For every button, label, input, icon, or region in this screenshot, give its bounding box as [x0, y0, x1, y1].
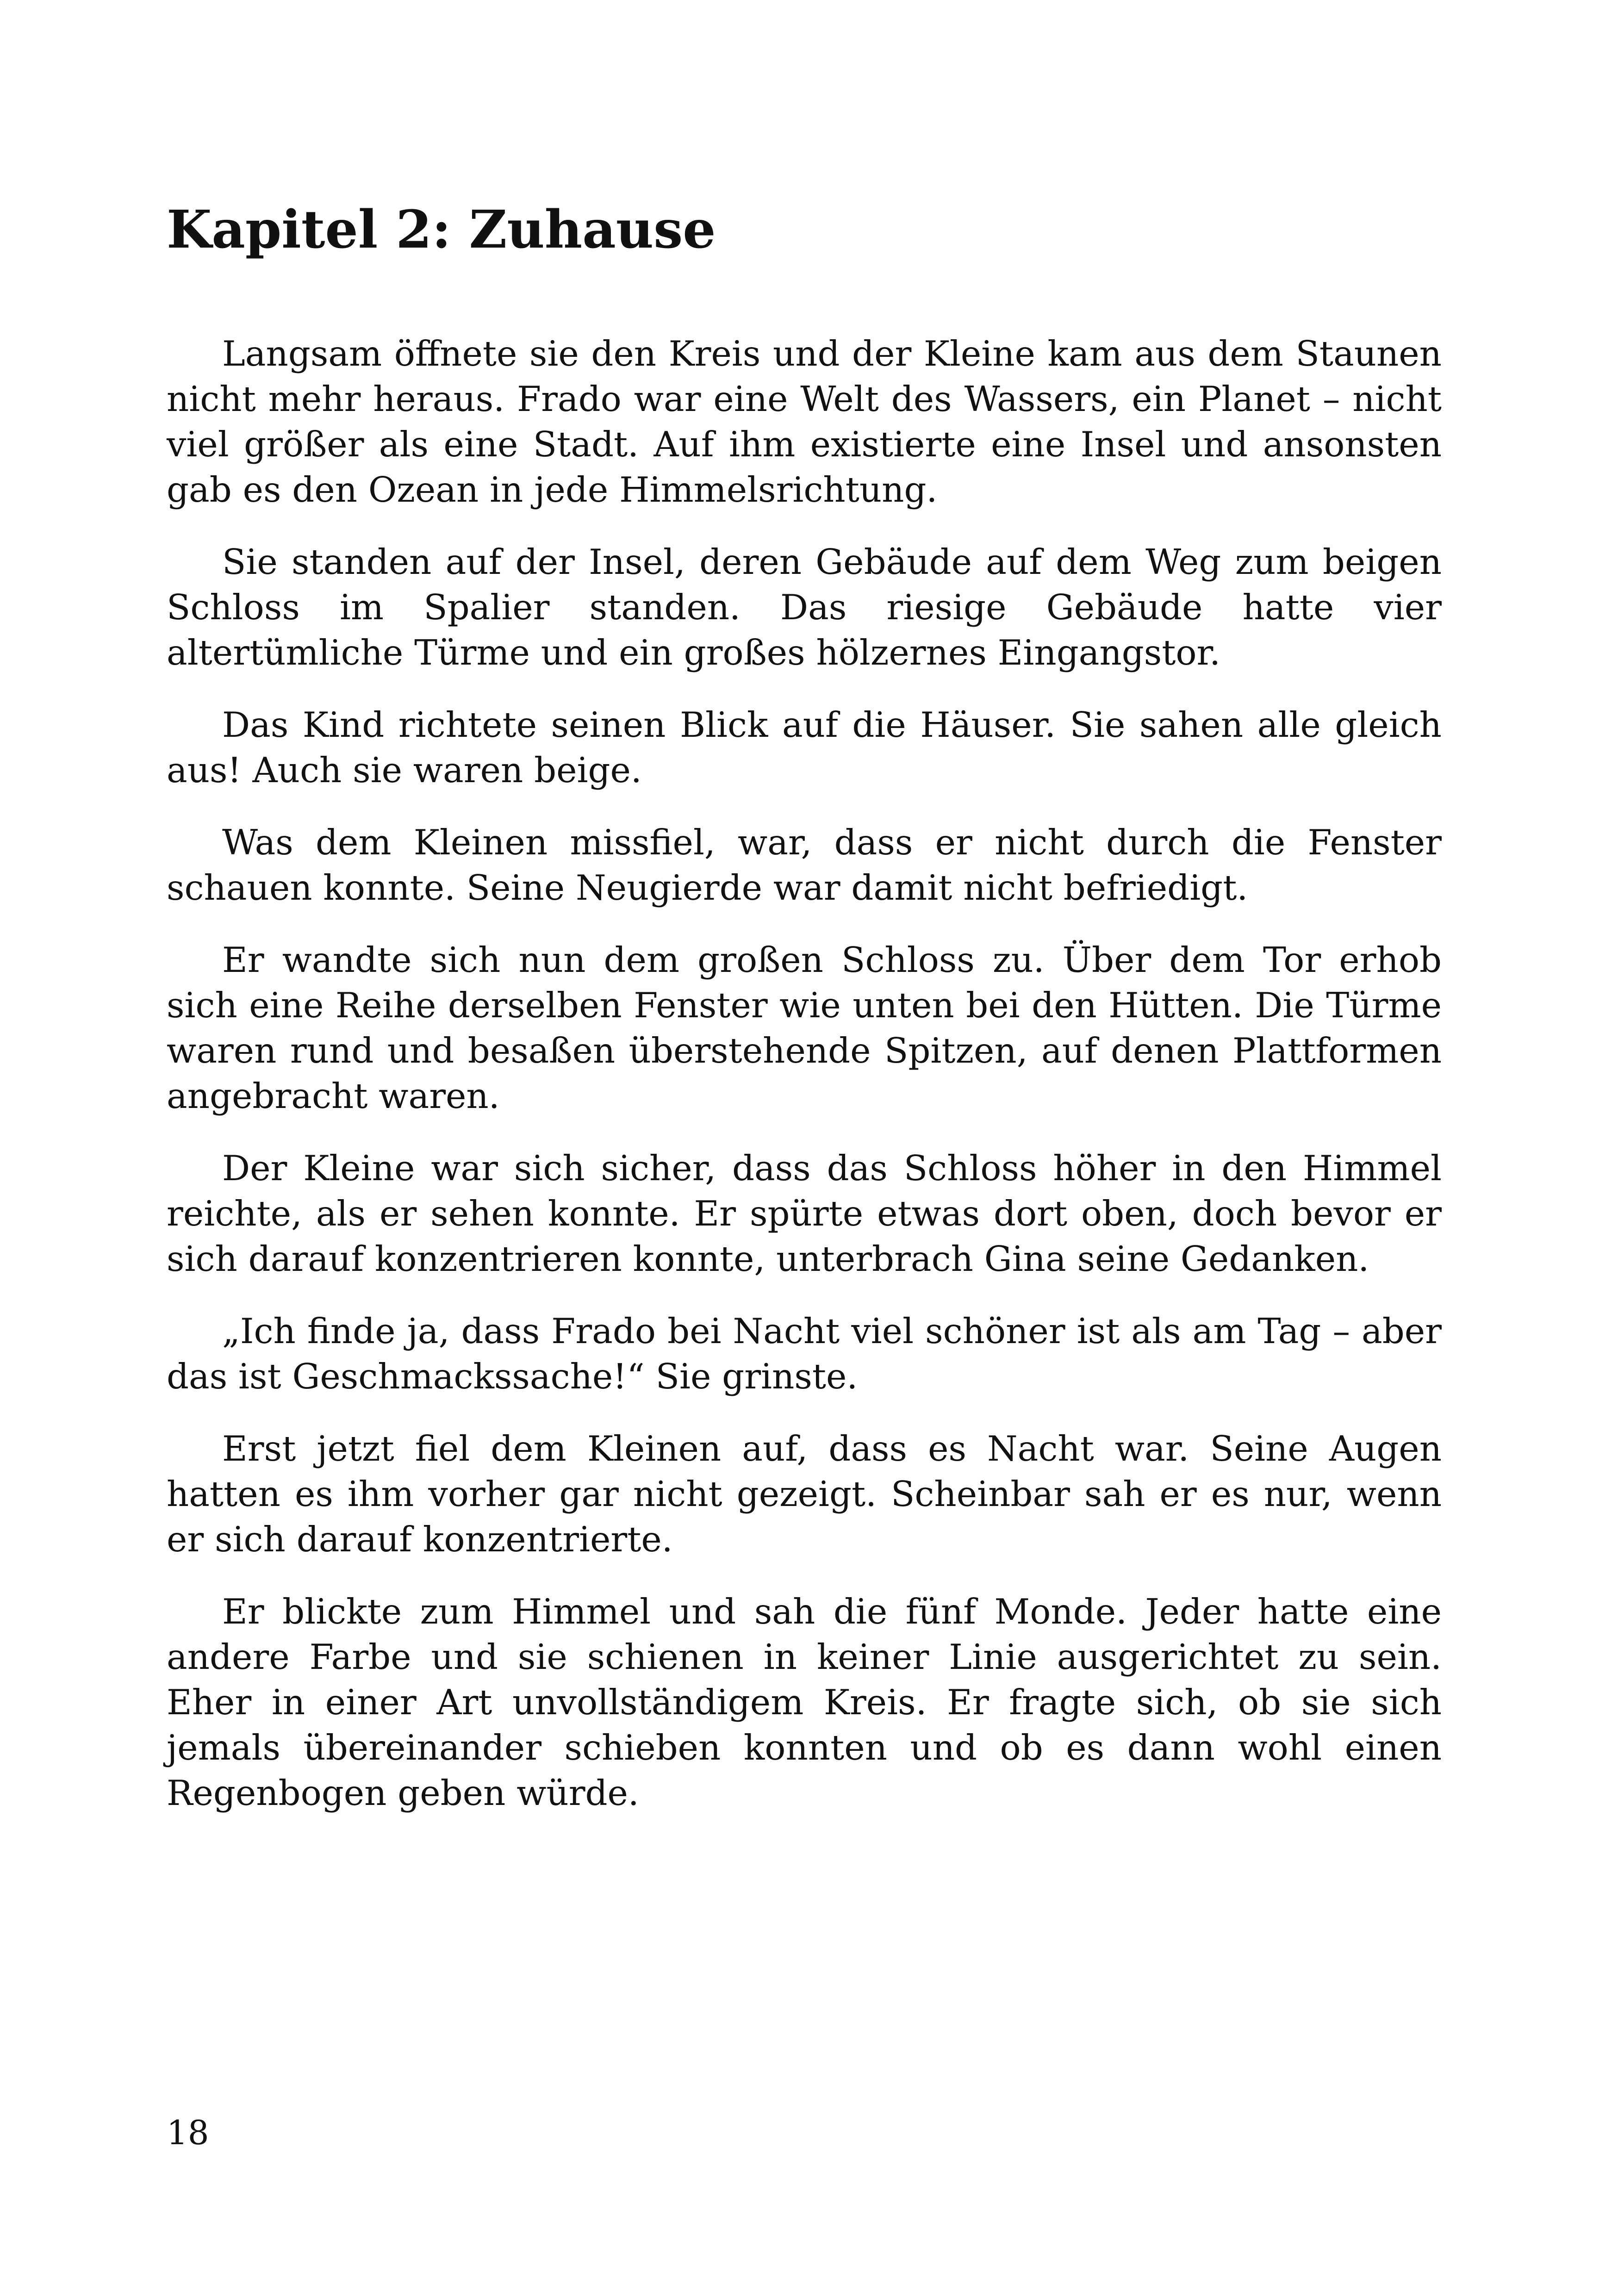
paragraph-4: Was dem Kleinen missfiel, war, dass er nicht durch die Fenster schauen konnte. Seine Neugierde war damit nicht befriedigt.	[167, 822, 1442, 908]
paragraph-2: Sie standen auf der Insel, deren Gebäude auf dem Weg zum beigen Schloss im Spalier standen. Das riesige Gebäude hatte vier altertümliche Türme und ein großes hölzernes Eingangstor.	[167, 541, 1442, 673]
paragraph-1: Langsam öffnete sie den Kreis und der Kleine kam aus dem Staunen nicht mehr heraus. Frado war eine Welt des Wassers, ein Planet – nicht viel größer als eine Stadt. Auf ihm existierte eine Insel und ansonsten gab es den Ozean in jede Himmelsrichtung.	[167, 333, 1442, 510]
paragraph-5: Er wandte sich nun dem großen Schloss zu. Über dem Tor erhob sich eine Reihe derselben Fenster wie unten bei den Hütten. Die Türme waren rund und besaßen überstehende Spitzen, auf denen Plattformen angebracht waren.	[167, 940, 1442, 1116]
page-number: 18	[167, 2113, 209, 2152]
paragraph-8: Erst jetzt fiel dem Kleinen auf, dass es Nacht war. Seine Augen hatten es ihm vorher gar nicht gezeigt. Scheinbar sah er es nur, wenn er sich darauf konzentrierte.	[167, 1428, 1442, 1560]
paragraph-7: „Ich finde ja, dass Frado bei Nacht viel schöner ist als am Tag – aber das ist Geschmackssache!“ Sie grinste.	[167, 1311, 1442, 1397]
chapter-title: Kapitel 2: Zuhause	[167, 199, 716, 260]
paragraph-3: Das Kind richtete seinen Blick auf die Häuser. Sie sahen alle gleich aus! Auch sie waren beige.	[167, 704, 1442, 790]
chapter-body	[167, 331, 1442, 1842]
paragraph-6: Der Kleine war sich sicher, dass das Schloss höher in den Himmel reichte, als er sehen konnte. Er spürte etwas dort oben, doch bevor er sich darauf konzentrieren konnte, unterbrach Gina seine Gedanken.	[167, 1148, 1442, 1279]
paragraph-9: Er blickte zum Himmel und sah die fünf Monde. Jeder hatte eine andere Farbe und sie schienen in keiner Linie ausgerichtet zu sein. Eher in einer Art unvollständigem Kreis. Er fragte sich, ob sie sich jemals übereinander schieben konnten und ob es dann wohl einen Regenbogen geben würde.	[167, 1591, 1442, 1813]
